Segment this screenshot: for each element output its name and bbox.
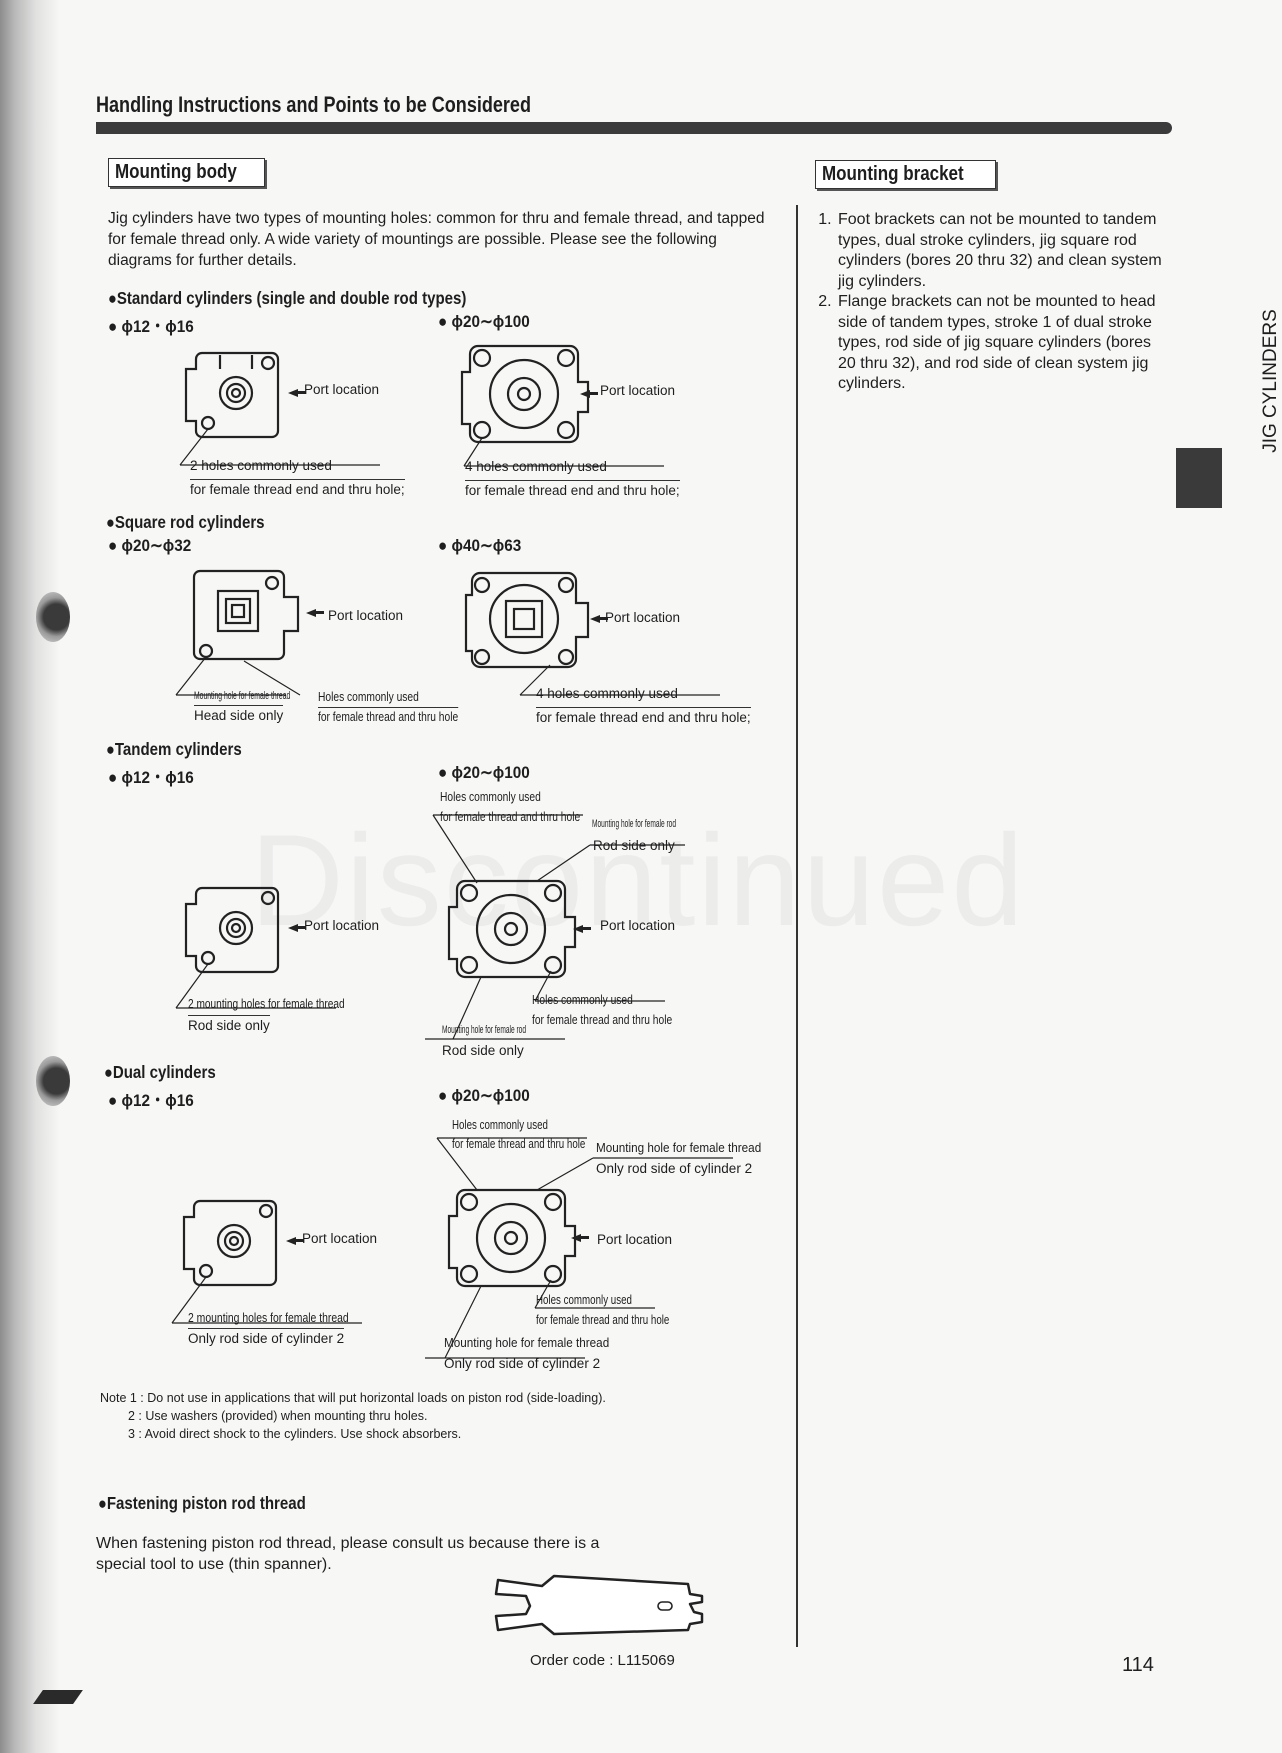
- tandem-large-bot-1: Holes commonly used: [532, 993, 633, 1007]
- note-3: 3 : Avoid direct shock to the cylinders. Use shock absorbers.: [128, 1427, 462, 1441]
- tandem-large-bot-2: for female thread and thru hole: [532, 1013, 673, 1027]
- dual-large-top-3: Mounting hole for female thread: [596, 1140, 762, 1155]
- mounting-body-intro: Jig cylinders have two types of mounting holes: common for thru and female thread, and tapped for female thread only. A wide variety of mountings are possible. Please see the following diagrams for further details.: [108, 210, 765, 269]
- square-small-label-2: Head side only: [194, 705, 283, 723]
- page-binding-shadow: [0, 0, 60, 1753]
- square-large-port-label: Port location: [605, 610, 681, 625]
- note-1: Note 1 : Do not use in applications that will put horizontal loads on piston rod (side-loading).: [100, 1391, 606, 1405]
- tandem-large-port-label: Port location: [600, 918, 676, 933]
- fastening-heading: ●Fastening piston rod thread: [98, 1493, 306, 1513]
- tandem-large-top-2: for female thread and thru hole: [440, 810, 581, 824]
- dual-large-bot-4: Only rod side of cylinder 2: [444, 1356, 601, 1371]
- standard-size-small: ● ϕ12・ϕ16: [108, 317, 194, 336]
- port-arrow-icon: [580, 390, 590, 398]
- standard-large-label-2: for female thread end and thru hole;: [465, 480, 680, 498]
- title-rule: [96, 122, 1172, 134]
- square-large-label-1: 4 holes commonly used: [536, 686, 678, 701]
- binder-hole-top: [36, 592, 70, 642]
- standard-large-port-label: Port location: [600, 383, 676, 398]
- tandem-large-bot-3: Mounting hole for female rod: [442, 1024, 527, 1036]
- dual-size-large: ● ϕ20∼ϕ100: [438, 1086, 530, 1105]
- square-large-label-2: for female thread end and thru hole;: [536, 707, 751, 725]
- standard-cylinders-heading: ●Standard cylinders (single and double rod types): [108, 288, 467, 308]
- port-arrow-icon: [288, 924, 298, 932]
- tandem-small-port-label: Port location: [304, 918, 380, 933]
- dual-size-small: ● ϕ12・ϕ16: [108, 1091, 194, 1110]
- square-size-large: ● ϕ40∼ϕ63: [438, 536, 522, 555]
- mounting-body-title: Mounting body: [108, 158, 265, 187]
- tandem-heading: ●Tandem cylinders: [106, 739, 242, 759]
- fastening-text: When fastening piston rod thread, please consult us because there is a special tool to use (thin spanner).: [96, 1535, 600, 1573]
- mounting-bracket-list-wrap: [814, 210, 1164, 395]
- dual-large-top-2: for female thread and thru hole: [452, 1137, 586, 1151]
- dual-large-top-4: Only rod side of cylinder 2: [596, 1161, 753, 1176]
- page-number: 114: [1122, 1654, 1154, 1676]
- dual-large-bot-2: for female thread and thru hole: [536, 1313, 670, 1327]
- page-title: Handling Instructions and Points to be Considered: [96, 92, 531, 117]
- spanner-tool-icon: [490, 1570, 715, 1640]
- tandem-size-small: ● ϕ12・ϕ16: [108, 768, 194, 787]
- dual-heading: ●Dual cylinders: [104, 1062, 216, 1082]
- dual-large-bot-1: Holes commonly used: [536, 1293, 632, 1307]
- side-tab-block: [1176, 448, 1222, 508]
- tandem-large-top-4: Rod side only: [593, 838, 675, 853]
- tandem-size-large: ● ϕ20∼ϕ100: [438, 763, 530, 782]
- tandem-large-top-1: Holes commonly used: [440, 790, 541, 804]
- column-divider: [796, 205, 798, 1647]
- mounting-bracket-item-1: 1. Foot brackets can not be mounted to tandem types, dual stroke cylinders, jig square rod cylinders (bores 20 thru 32) and clean system jig cylinders.: [836, 210, 1164, 292]
- mounting-bracket-title: Mounting bracket: [815, 160, 996, 189]
- standard-small-label-1: 2 holes commonly used: [190, 458, 332, 473]
- square-size-small: ● ϕ20∼ϕ32: [108, 536, 192, 555]
- port-arrow-icon: [286, 1237, 296, 1245]
- dual-small-port-label: Port location: [302, 1231, 378, 1246]
- tandem-small-label-1: 2 mounting holes for female thread: [188, 996, 345, 1011]
- mounting-bracket-list: [814, 210, 1164, 395]
- square-rod-heading: ●Square rod cylinders: [106, 512, 265, 532]
- dual-large-bot-3: Mounting hole for female thread: [444, 1335, 610, 1350]
- page-corner-mark: [33, 1690, 83, 1704]
- dual-large-top-1: Holes commonly used: [452, 1118, 548, 1132]
- dual-large-port-label: Port location: [597, 1232, 673, 1247]
- port-arrow-icon: [306, 609, 316, 617]
- side-tab-label: JIG CYLINDERS: [1259, 309, 1281, 453]
- note-2: 2 : Use washers (provided) when mounting thru holes.: [128, 1409, 428, 1423]
- standard-small-label-2: for female thread end and thru hole;: [190, 479, 405, 497]
- dual-small-label-2: Only rod side of cylinder 2: [188, 1328, 344, 1346]
- standard-small-port-label: Port location: [304, 382, 380, 397]
- binder-hole-bottom: [36, 1056, 70, 1106]
- tandem-large-top-3: Mounting hole for female rod: [592, 818, 677, 830]
- square-small-label-3: Holes commonly used: [318, 690, 419, 704]
- order-code: Order code : L115069: [530, 1652, 675, 1669]
- mounting-bracket-item-2: 2. Flange brackets can not be mounted to head side of tandem types, stroke 1 of dual stroke types, rod side of jig square cylinders (bores 20 thru 32), and rod side of clean system jig cylinders.: [836, 292, 1164, 395]
- dual-small-label-1: 2 mounting holes for female thread: [188, 1310, 349, 1325]
- square-small-label-1: Mounting hole for female thread: [194, 690, 291, 702]
- port-arrow-icon: [288, 389, 298, 397]
- tandem-large-bot-4: Rod side only: [442, 1043, 524, 1058]
- standard-large-label-1: 4 holes commonly used: [465, 459, 607, 474]
- square-small-port-label: Port location: [328, 608, 404, 623]
- standard-size-large: ● ϕ20∼ϕ100: [438, 312, 530, 331]
- square-small-label-4: for female thread and thru hole: [318, 707, 458, 724]
- port-arrow-icon: [590, 615, 600, 623]
- tandem-small-label-2: Rod side only: [188, 1015, 270, 1033]
